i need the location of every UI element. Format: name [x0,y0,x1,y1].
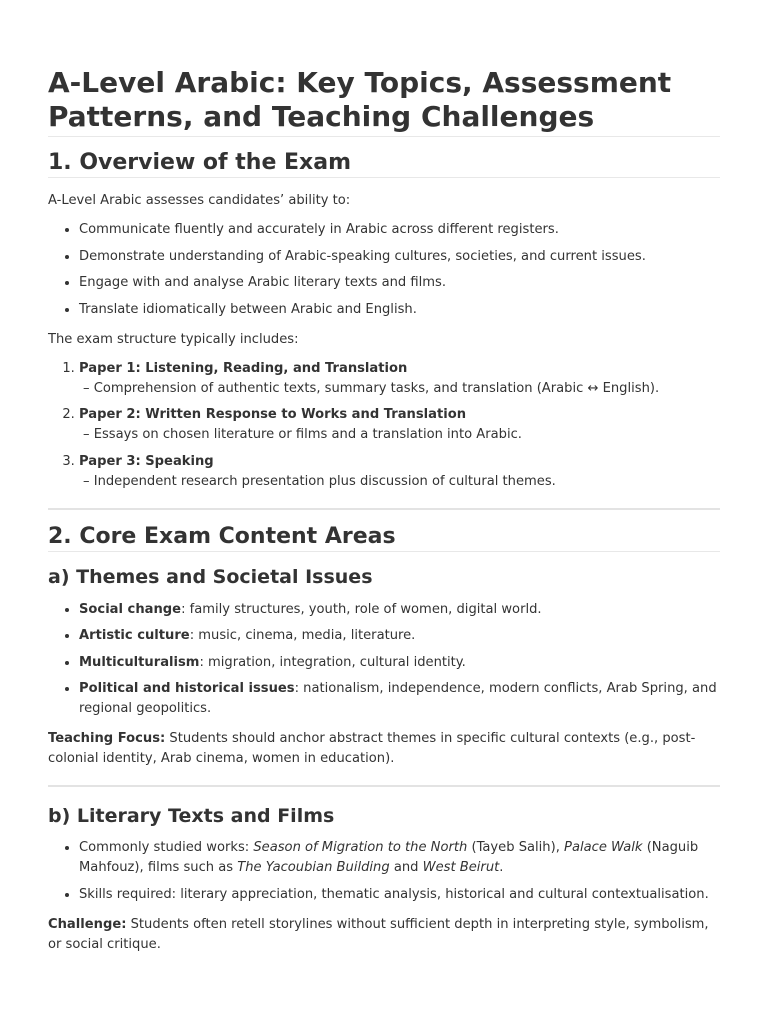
paper-title: Paper 3: Speaking [79,453,214,469]
teaching-focus-label: Teaching Focus: [48,731,166,746]
teaching-focus-note [48,729,720,769]
challenge-text: Students often retell storylines without sufficient depth in interpreting style, symbolism, or social critique. [48,916,709,952]
theme-description: : nationalism, independence, modern conflicts, Arab Spring, and regional geopolitics. [79,681,717,716]
list-item: • Communicate fluently and accurately in Arabic across different registers. [79,220,720,240]
work-title: Palace Walk [564,840,643,855]
list-item [79,600,720,620]
list-item: • Translate idiomatically between Arabic and English. [79,300,720,320]
theme-description: : migration, integration, cultural identity. [199,654,466,670]
works-prefix: Commonly studied works: [79,840,254,855]
list-item: • Demonstrate understanding of Arabic-speaking cultures, societies, and current issues. [79,247,720,267]
challenge-label: Challenge: [48,916,127,932]
work-author: (Tayeb Salih), [467,840,565,855]
list-item [79,838,720,878]
teaching-focus-text: Students should anchor abstract themes in specific cultural contexts (e.g., post-colonial identity, Arab cinema, women in education). [48,731,696,766]
list-item [79,626,720,646]
section-divider [48,785,720,787]
challenge-note [48,915,720,955]
overview-intro: A-Level Arabic assesses candidates’ ability to: [48,193,351,208]
paper-item [79,359,720,399]
paper-description: – Essays on chosen literature or films and a translation into Arabic. [83,427,522,442]
conjunction: and [389,860,423,875]
theme-description: : family structures, youth, role of women, digital world. [181,601,542,617]
list-item: • Engage with and analyse Arabic literary texts and films. [79,273,720,293]
assessment-aims-list [48,220,720,320]
section-divider [48,508,720,510]
work-title: Season of Migration to the North [253,840,468,855]
paper-description: – Comprehension of authentic texts, summary tasks, and translation (Arabic ↔ English). [83,380,660,396]
document-title: A-Level Arabic: Key Topics, Assessment Patterns, and Teaching Challenges [48,66,720,137]
work-author: (Naguib Mahfouz), films such as [79,840,699,875]
list-item [79,653,720,673]
subsection-heading-literary-texts: b) Literary Texts and Films [48,805,335,827]
list-item [79,679,720,719]
sentence-end: . [499,860,504,875]
theme-term: Artistic culture [79,628,190,643]
theme-term: Social change [79,601,182,617]
paper-description: – Independent research presentation plus discussion of cultural themes. [83,473,556,489]
paper-item [79,452,720,492]
paper-title: Paper 2: Written Response to Works and Translation [79,407,467,422]
list-item: • Skills required: literary appreciation, thematic analysis, historical and cultural contextualisation. [79,885,720,905]
themes-list [48,600,720,720]
paper-item [79,405,720,445]
paper-title: Paper 1: Listening, Reading, and Translation [79,360,408,376]
subsection-heading-themes: a) Themes and Societal Issues [48,565,373,588]
literary-texts-list [48,838,720,905]
film-title: The Yacoubian Building [237,860,390,875]
theme-term: Multiculturalism [79,654,200,670]
structure-intro: The exam structure typically includes: [48,331,299,347]
film-title: West Beirut [422,860,500,875]
theme-description: : music, cinema, media, literature. [189,628,416,643]
exam-papers-list [48,359,720,492]
section-heading-core-content: 2. Core Exam Content Areas [48,523,720,552]
theme-term: Political and historical issues [79,681,295,696]
section-heading-overview: 1. Overview of the Exam [48,149,720,178]
